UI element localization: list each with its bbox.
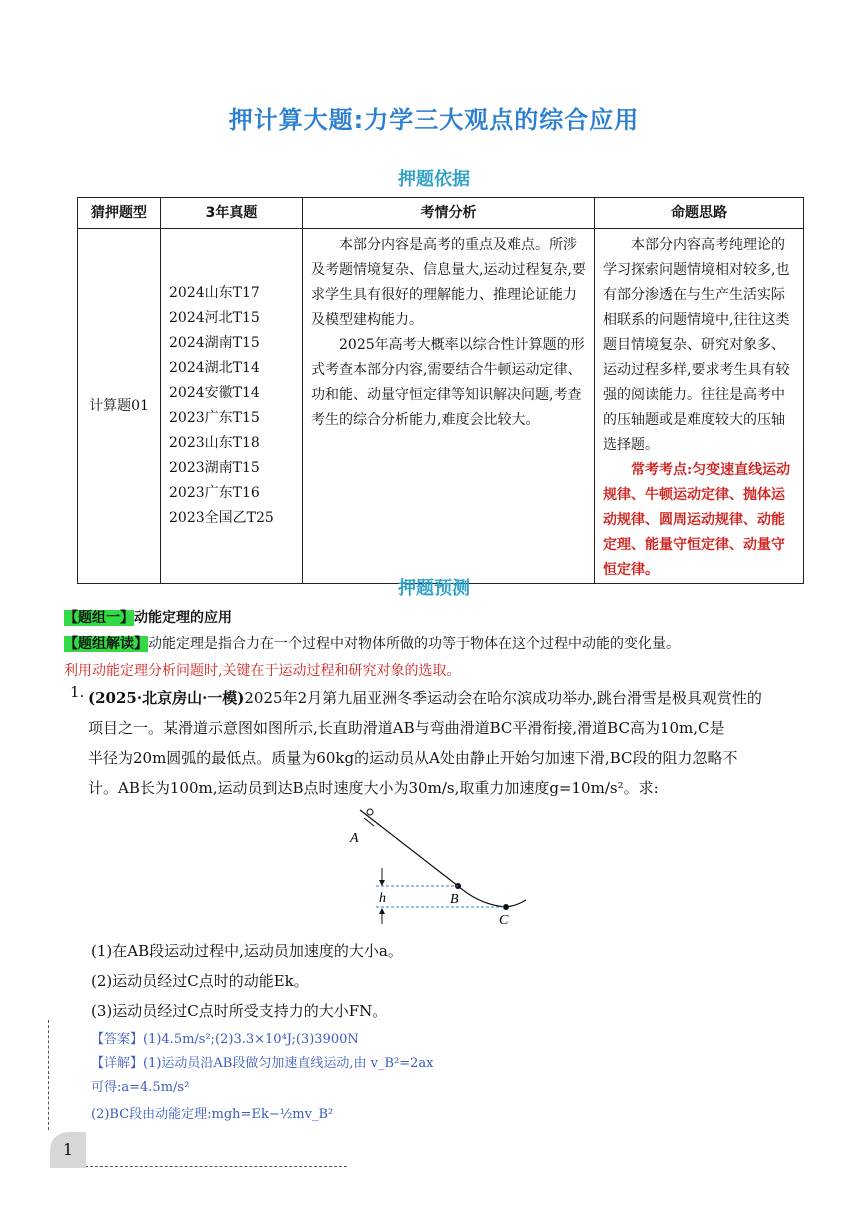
table-header-row <box>78 198 804 229</box>
group-title-line <box>64 607 232 627</box>
year-item: 2023广东T15 <box>169 410 260 426</box>
year-item: 2024山东T17 <box>169 285 260 301</box>
group-read-text: 动能定理是指合力在一个过程中对物体所做的功等于物体在这个过程中动能的变化量。 <box>148 636 680 652</box>
answer-line: 【答案】(1)4.5m/s²;(2)3.3×10⁴J;(3)3900N <box>91 1032 359 1047</box>
group-note: 利用动能定理分析问题时,关键在于运动过程和研究对象的选取。 <box>64 663 461 679</box>
detail-line: (2)BC段由动能定理:mgh=Ek−½mv_B² <box>91 1107 334 1122</box>
margin-dashed-line <box>48 1020 49 1130</box>
group-read-line <box>64 633 680 653</box>
year-item: 2023广东T16 <box>169 485 260 501</box>
section-heading-predict: 押题预测 <box>398 578 470 599</box>
sub-question: (2)运动员经过C点时的动能Ek。 <box>91 972 309 990</box>
question-source: (2025·北京房山·一模) <box>88 689 245 707</box>
question-text: 2025年2月第九届亚洲冬季运动会在哈尔滨成功举办,跳台滑雪是极具观赏性的 <box>244 689 762 707</box>
label-a: A <box>350 831 359 846</box>
sub-question: (3)运动员经过C点时所受支持力的大小FN。 <box>91 1002 388 1020</box>
table-row <box>78 229 804 584</box>
year-item: 2024湖北T14 <box>169 360 260 376</box>
question-number: 1. <box>70 683 85 701</box>
year-item: 2024河北T15 <box>169 310 260 326</box>
group-read-tag: 【题组解读】 <box>64 636 148 652</box>
skier-icon <box>367 809 373 815</box>
question-line <box>88 683 806 713</box>
question-line: 项目之一。某滑道示意图如图所示,长直助滑道AB与弯曲滑道BC平滑衔接,滑道BC高为10m,C是 <box>88 719 725 737</box>
footer-dashed-line <box>85 1166 347 1167</box>
basis-table <box>77 197 804 584</box>
section-heading-basis: 押题依据 <box>398 169 470 190</box>
detail-line: 可得:a=4.5m/s² <box>91 1080 190 1095</box>
analysis-paragraph: 本部分内容是高考的重点及难点。所涉及考题情境复杂、信息量大,运动过程复杂,要求学生具有很好的理解能力、推理论证能力及模型建构能力。 <box>311 237 586 328</box>
ski-slope-diagram <box>330 800 530 930</box>
page-number: 1 <box>50 1132 86 1168</box>
page-title: 押计算大题:力学三大观点的综合应用 <box>228 106 640 134</box>
table-header: 命题思路 <box>595 198 804 229</box>
table-header: 3年真题 <box>161 198 303 229</box>
idea-cell <box>595 229 804 584</box>
table-header: 猜押题型 <box>78 198 161 229</box>
year-item: 2024湖南T15 <box>169 335 260 351</box>
arrowhead-up-icon <box>379 908 385 914</box>
year-item: 2023全国乙T25 <box>169 510 274 526</box>
detail-line: 【详解】(1)运动员沿AB段做匀加速直线运动,由 v_B²=2ax <box>91 1056 434 1071</box>
idea-paragraph: 本部分内容高考纯理论的学习探索问题情境相对较多,也有部分渗透在与生产生活实际相联系的问题情境中,往往这类题目情境复杂、研究对象多、运动过程多样,要求考生具有较强的阅读能力。往往是高考中的压轴题或是难度较大的压轴选择题。 <box>603 237 790 453</box>
group-title: 动能定理的应用 <box>134 610 232 626</box>
table-header: 考情分析 <box>303 198 595 229</box>
question-line: 计。AB长为100m,运动员到达B点时速度大小为30m/s,取重力加速度g=10m/s²。求: <box>88 779 659 797</box>
analysis-cell <box>303 229 595 584</box>
year-item: 2023山东T18 <box>169 435 260 451</box>
question-type-cell: 计算题01 <box>78 229 161 584</box>
label-c: C <box>499 913 509 928</box>
group-tag: 【题组一】 <box>64 610 134 626</box>
arrowhead-down-icon <box>379 880 385 886</box>
year-item: 2024安徽T14 <box>169 385 260 401</box>
question-line: 半径为20m圆弧的最低点。质量为60kg的运动员从A处由静止开始匀加速下滑,BC段的阻力忽略不 <box>88 749 738 767</box>
years-cell <box>161 229 303 584</box>
key-points: 常考考点:匀变速直线运动规律、牛顿运动定律、抛体运动规律、圆周运动规律、动能定理、能量守恒定律、动量守恒定律。 <box>603 462 791 578</box>
sub-question: (1)在AB段运动过程中,运动员加速度的大小a。 <box>91 942 403 960</box>
label-b: B <box>450 892 459 907</box>
analysis-paragraph: 2025年高考大概率以综合性计算题的形式考查本部分内容,需要结合牛顿运动定律、功和能、动量守恒定律等知识解决问题,考查考生的综合分析能力,难度会比较大。 <box>311 337 585 428</box>
year-item: 2023湖南T15 <box>169 460 260 476</box>
label-h: h <box>379 891 386 906</box>
